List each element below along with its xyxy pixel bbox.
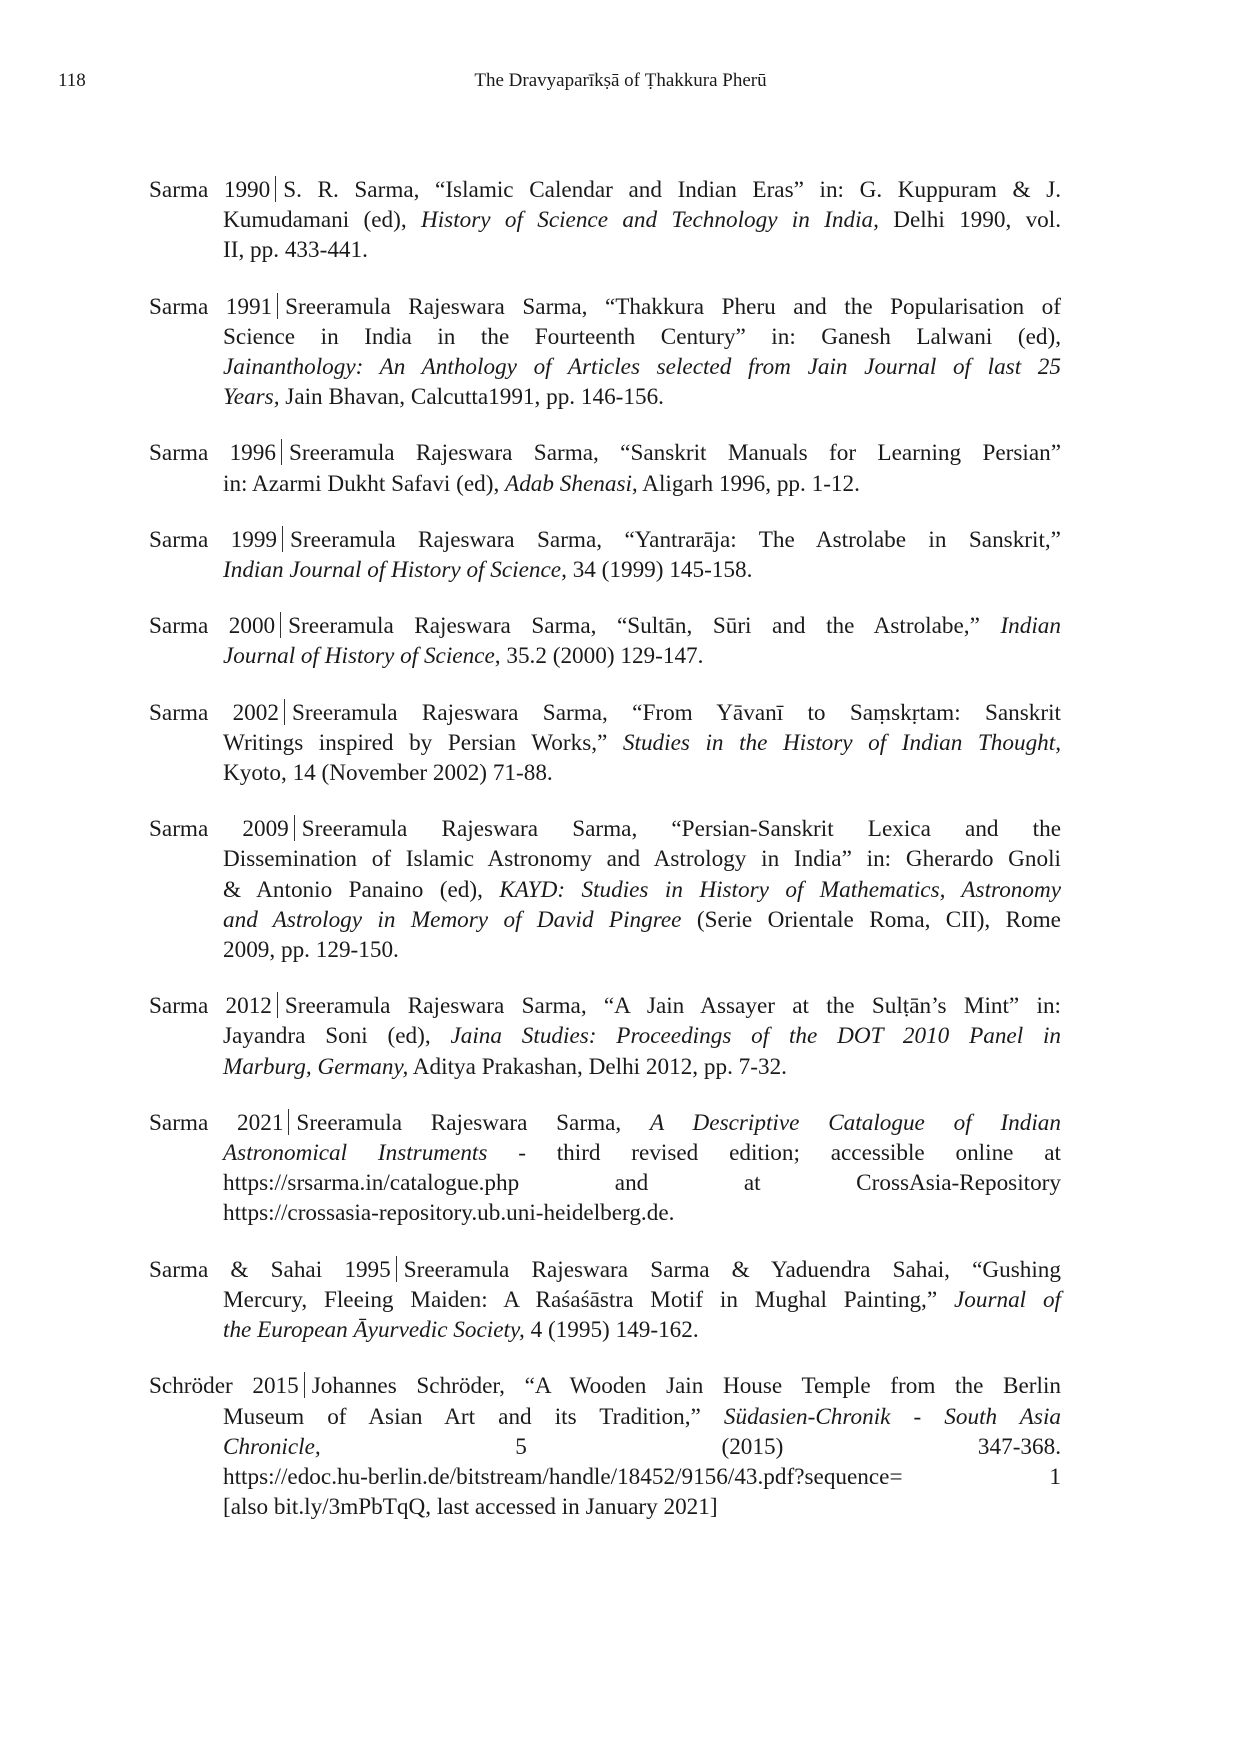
entry-line xyxy=(149,292,1061,322)
bibliography-entry xyxy=(149,814,1061,965)
citation-key: Sarma 1991 xyxy=(149,293,273,320)
citation-key: Sarma 2012 xyxy=(149,993,272,1020)
bibliography-entry xyxy=(149,1108,1061,1229)
entry-line xyxy=(149,1492,1061,1522)
entry-line xyxy=(149,814,1061,844)
italic-title-text: Journal of xyxy=(953,1286,1061,1313)
key-separator-rule xyxy=(277,992,278,1018)
citation-text: Science in India in the Fourteenth Century” in: Ganesh Lalwani (ed), xyxy=(223,323,1061,350)
bibliography-entry xyxy=(149,1371,1061,1522)
citation-text: Sreeramula Rajeswara Sarma, “Sultān, Sūri and the Astrolabe,” xyxy=(288,613,1001,640)
key-separator-rule xyxy=(280,612,281,638)
page-number: 118 xyxy=(58,70,86,91)
entry-line xyxy=(149,1198,1061,1228)
citation-text: Kumudamani (ed), xyxy=(223,207,421,234)
key-separator-rule xyxy=(396,1256,397,1282)
entry-line xyxy=(149,641,1061,671)
citation-key: Sarma 2009 xyxy=(149,816,289,843)
key-separator-rule xyxy=(275,176,276,202)
italic-title-text: Indian Journal of History of Science, xyxy=(223,557,567,584)
citation-text: 34 (1999) 145-158. xyxy=(566,557,753,584)
entry-line xyxy=(149,905,1061,935)
citation-key: Sarma 1996 xyxy=(149,440,276,467)
entry-line xyxy=(149,175,1061,205)
entry-line xyxy=(149,935,1061,965)
citation-text: 2009, pp. 129-150. xyxy=(223,937,399,964)
entry-line xyxy=(149,352,1061,382)
italic-title-text: Indian xyxy=(1000,613,1061,640)
citation-text: Sreeramula Rajeswara Sarma, “Yantrarāja: The Astrolabe in Sanskrit,” xyxy=(290,526,1061,553)
italic-title-text: Südasien-Chronik - South Asia xyxy=(723,1403,1061,1430)
citation-text: Johannes Schröder, “A Wooden Jain House Temple from the Berlin xyxy=(311,1373,1061,1400)
citation-text: Sreeramula Rajeswara Sarma, “From Yāvanī to Saṃskṛtam: Sanskrit xyxy=(291,699,1061,726)
citation-key: Sarma 2021 xyxy=(149,1109,284,1136)
entry-line xyxy=(149,611,1061,641)
key-separator-rule xyxy=(281,439,282,465)
citation-text: , 35.2 (2000) 129-147. xyxy=(494,643,704,670)
bibliography-entry xyxy=(149,175,1061,266)
citation-text: Aligarh 1996, pp. 1-12. xyxy=(637,470,860,497)
citation-key: Schröder 2015 xyxy=(149,1373,299,1400)
citation-text: in: Azarmi Dukht Safavi (ed), xyxy=(223,470,506,497)
italic-title-text: History of Science and Technology in India, xyxy=(420,207,879,234)
citation-text: Mercury, Fleeing Maiden: A Raśaśāstra Motif in Mughal Painting,” xyxy=(223,1286,954,1313)
bibliography-entry xyxy=(149,991,1061,1082)
citation-text: 4 (1995) 149-162. xyxy=(524,1317,699,1344)
entry-line xyxy=(149,382,1061,412)
entry-line xyxy=(149,1052,1061,1082)
italic-title-text: KAYD: Studies in History of Mathematics, Astronomy xyxy=(499,876,1062,903)
entry-line xyxy=(149,875,1061,905)
citation-text: (Serie Orientale Roma, CII), Rome xyxy=(681,906,1061,933)
bibliography-entry xyxy=(149,1255,1061,1346)
italic-title-text: A Descriptive Catalogue of Indian xyxy=(650,1109,1061,1136)
bibliography-entry xyxy=(149,438,1061,498)
citation-text: Jayandra Soni (ed), xyxy=(223,1023,451,1050)
entry-line xyxy=(149,1315,1061,1345)
citation-key: Sarma 2002 xyxy=(149,699,279,726)
citation-key: Sarma 1990 xyxy=(149,177,271,203)
bibliography-entry xyxy=(149,525,1061,585)
citation-text: Kyoto, 14 (November 2002) 71-88. xyxy=(223,760,553,787)
key-separator-rule xyxy=(304,1372,305,1398)
italic-title-text: Astronomical Instruments xyxy=(223,1140,488,1167)
citation-text: Sreeramula Rajeswara Sarma, “Sanskrit Manuals for Learning Persian” xyxy=(288,440,1061,467)
citation-text: Sreeramula Rajeswara Sarma, xyxy=(296,1109,650,1136)
entry-line xyxy=(149,728,1061,758)
bibliography-entry xyxy=(149,292,1061,413)
running-head-title: The Dravyaparīkṣā of Ṭhakkura Pherū xyxy=(474,70,767,91)
italic-title-text: Journal of History of Science xyxy=(223,643,495,670)
italic-title-text: Jaina Studies: Proceedings of the DOT 2010 Panel in xyxy=(450,1023,1061,1050)
entry-line xyxy=(149,1432,1061,1462)
entry-line xyxy=(149,555,1061,585)
entry-line xyxy=(149,469,1061,499)
italic-title-text: Marburg, Germany, xyxy=(223,1053,409,1080)
citation-key: Sarma 2000 xyxy=(149,613,276,640)
url-text[interactable]: https://srsarma.in/catalogue.php and at CrossAsia-Repository xyxy=(223,1170,1061,1197)
entry-line xyxy=(149,758,1061,788)
entry-line xyxy=(149,1138,1061,1168)
italic-title-text: the European Āyurvedic Society, xyxy=(223,1317,525,1344)
citation-key: Sarma 1999 xyxy=(149,526,278,553)
citation-text: S. R. Sarma, “Islamic Calendar and Indian Eras” in: G. Kuppuram & J. xyxy=(283,177,1061,203)
citation-key: Sarma & Sahai 1995 xyxy=(149,1256,391,1283)
entry-line xyxy=(149,438,1061,468)
citation-text: - third revised edition; accessible online at xyxy=(487,1140,1061,1167)
entry-line xyxy=(149,1402,1061,1432)
key-separator-rule xyxy=(284,699,285,725)
citation-text: Sreeramula Rajeswara Sarma & Yaduendra Sahai, “Gushing xyxy=(403,1256,1061,1283)
entry-line xyxy=(149,1255,1061,1285)
citation-text: & Antonio Panaino (ed), xyxy=(223,876,500,903)
citation-text: Dissemination of Islamic Astronomy and Astrology in India” in: Gherardo Gnoli xyxy=(223,846,1061,873)
citation-text: Sreeramula Rajeswara Sarma, “Persian-Sanskrit Lexica and the xyxy=(301,816,1061,843)
entry-line xyxy=(149,1021,1061,1051)
key-separator-rule xyxy=(277,293,278,319)
italic-title-text: Adab Shenasi, xyxy=(505,470,638,497)
entry-line xyxy=(149,525,1061,555)
entry-line xyxy=(149,235,1061,265)
key-separator-rule xyxy=(288,1109,289,1135)
citation-text: [also bit.ly/3mPbTqQ, last accessed in January 2021] xyxy=(223,1494,718,1521)
citation-text: Jain Bhavan, Calcutta1991, pp. 146-156. xyxy=(279,384,664,411)
italic-title-text: Chronicle, xyxy=(223,1433,321,1460)
entry-line xyxy=(149,205,1061,235)
entry-line xyxy=(149,1371,1061,1401)
citation-text: Delhi 1990, vol. xyxy=(878,207,1061,234)
bibliography-entry xyxy=(149,698,1061,789)
citation-text: Sreeramula Rajeswara Sarma, “A Jain Assayer at the Sulṭān’s Mint” in: xyxy=(284,993,1061,1020)
entry-line xyxy=(149,1168,1061,1198)
key-separator-rule xyxy=(282,526,283,552)
citation-text: Aditya Prakashan, Delhi 2012, pp. 7-32. xyxy=(408,1053,787,1080)
citation-text: Museum of Asian Art and its Tradition,” xyxy=(223,1403,724,1430)
italic-title-text: Jainanthology: An Anthology of Articles selected from Jain Journal of last 25 xyxy=(223,354,1061,381)
url-text[interactable]: https://edoc.hu-berlin.de/bitstream/handle/18452/9156/43.pdf?sequence= 1 xyxy=(223,1463,1061,1490)
entry-line xyxy=(149,1285,1061,1315)
entry-line xyxy=(149,991,1061,1021)
key-separator-rule xyxy=(294,815,295,841)
citation-text: Writings inspired by Persian Works,” xyxy=(223,729,623,756)
bibliography-list xyxy=(149,175,1061,1548)
entry-line xyxy=(149,698,1061,728)
bibliography-entry xyxy=(149,611,1061,671)
citation-text: 5 (2015) 347-368. xyxy=(320,1433,1061,1460)
citation-text: II, pp. 433-441. xyxy=(223,237,368,264)
italic-title-text: and Astrology in Memory of David Pingree xyxy=(223,906,682,933)
entry-line xyxy=(149,1108,1061,1138)
entry-line xyxy=(149,1462,1061,1492)
url-text[interactable]: https://crossasia-repository.ub.uni-heidelberg.de. xyxy=(223,1200,675,1227)
italic-title-text: Years, xyxy=(223,384,280,411)
italic-title-text: Studies in the History of Indian Thought, xyxy=(622,729,1062,756)
citation-text: Sreeramula Rajeswara Sarma, “Thakkura Pheru and the Popularisation of xyxy=(285,293,1061,320)
entry-line xyxy=(149,322,1061,352)
entry-line xyxy=(149,844,1061,874)
